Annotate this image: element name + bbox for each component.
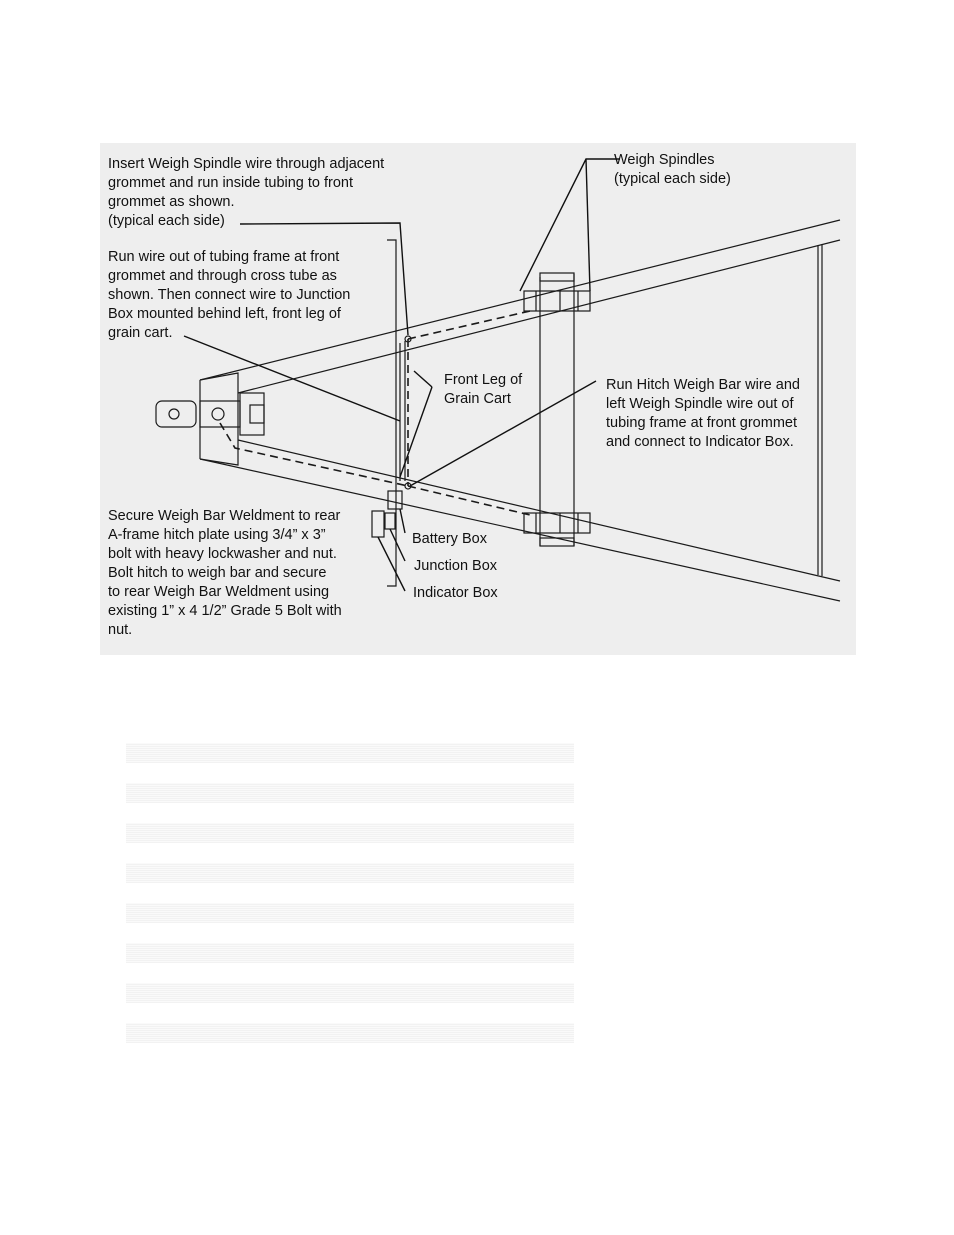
leader-spindles-1: [520, 159, 620, 291]
indicator-box-shape: [372, 511, 384, 537]
spindle-bracket-lower: [524, 513, 590, 533]
ruled-line: [126, 943, 574, 963]
battery-box-shape: [388, 491, 402, 509]
callout-line: grommet and run inside tubing to front: [108, 175, 354, 191]
callout-line: Weigh Spindles: [614, 152, 715, 168]
callout-line: A-frame hitch plate using 3/4” x 3”: [108, 527, 326, 543]
callout-line: bolt with heavy lockwasher and nut.: [108, 546, 337, 562]
callout-run-wire-out: [108, 248, 360, 343]
spindle-bracket-upper: [524, 291, 590, 311]
callout-weigh-spindles: [614, 151, 814, 189]
callout-line: and connect to Indicator Box.: [606, 434, 794, 450]
label-battery-box: Battery Box: [412, 531, 487, 547]
ruled-line: [126, 1023, 574, 1043]
callout-weigh-spindle-wire: [108, 155, 392, 231]
ruled-line: [126, 743, 574, 763]
callout-line: (typical each side): [614, 171, 731, 187]
callout-line: left Weigh Spindle wire out of: [606, 396, 794, 412]
ruled-line: [126, 983, 574, 1003]
callout-line: to rear Weigh Bar Weldment using: [108, 584, 330, 600]
weigh-system-diagram: [100, 143, 856, 655]
leg-bracket: [387, 240, 396, 586]
callout-line: tubing frame at front grommet: [606, 415, 797, 431]
label-junction-box: Junction Box: [414, 558, 498, 574]
hitch-tongue: [156, 401, 196, 427]
callout-line: Secure Weigh Bar Weldment to rear: [108, 508, 341, 524]
callout-line: grommet as shown.: [108, 194, 235, 210]
callout-line: Front Leg of: [444, 372, 523, 388]
weigh-bar-weldment: [240, 393, 264, 435]
callout-front-leg: [444, 371, 554, 409]
ruled-line: [126, 783, 574, 803]
callout-line: Bolt hitch to weigh bar and secure: [108, 565, 327, 581]
ruled-line: [126, 823, 574, 843]
callout-line: Grain Cart: [444, 391, 511, 407]
label-indicator-box: Indicator Box: [413, 585, 498, 601]
callout-line: grain cart.: [108, 325, 173, 341]
leader-front-leg-2: [414, 371, 432, 387]
callout-line: Box mounted behind left, front leg of: [108, 306, 341, 322]
wire-lower-spindle: [408, 486, 530, 515]
callout-line: Run Hitch Weigh Bar wire and: [606, 377, 800, 393]
leader-spindles-2: [586, 159, 590, 291]
callout-line: shown. Then connect wire to Junction: [108, 287, 351, 303]
leader-junction: [390, 529, 405, 561]
junction-box-shape: [385, 513, 395, 529]
callout-line: (typical each side): [108, 213, 225, 229]
leader-battery: [400, 509, 405, 533]
callout-line: Insert Weigh Spindle wire through adjacent: [108, 156, 385, 172]
ruled-line: [126, 863, 574, 883]
callout-line: Run wire out of tubing frame at front: [108, 249, 340, 265]
axle-cap-top: [540, 273, 574, 281]
callout-line: existing 1” x 4 1/2” Grade 5 Bolt with: [108, 603, 342, 619]
callout-hitch-weigh-bar: [606, 376, 836, 452]
hitch-plate: [200, 373, 238, 465]
ruled-line: [126, 903, 574, 923]
callout-secure-weldment: [108, 507, 352, 640]
axle-cap-bottom: [540, 538, 574, 546]
front-leg: [400, 341, 405, 481]
wire-hitch: [220, 423, 408, 486]
callout-line: nut.: [108, 622, 133, 638]
callout-line: grommet and through cross tube as: [108, 268, 337, 284]
blank-ruled-lines: [126, 743, 574, 1063]
leader-indicator: [378, 537, 405, 591]
